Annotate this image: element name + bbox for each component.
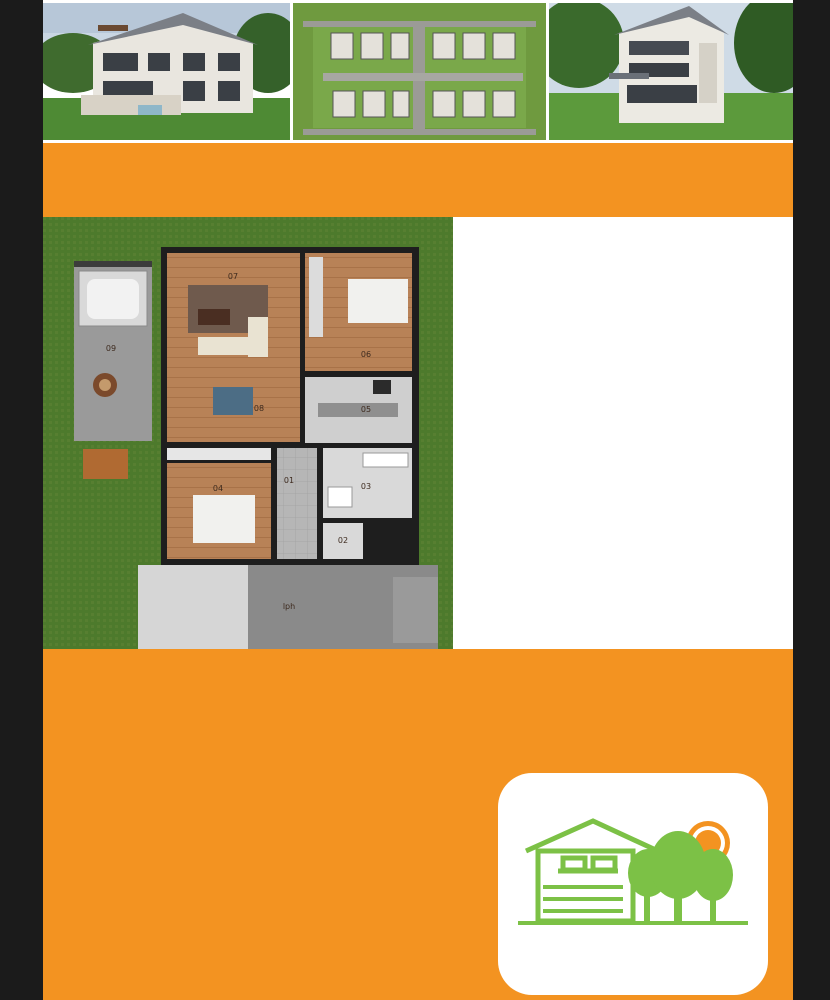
room-number: 08 — [253, 404, 265, 413]
terrace-label — [453, 422, 793, 455]
room-number: 01 — [283, 476, 295, 485]
list-item — [73, 833, 453, 865]
list-item — [73, 928, 453, 960]
room-number: 09 — [105, 344, 117, 353]
sales-area-value — [453, 617, 793, 650]
gross-area-label-en — [453, 357, 793, 390]
headline — [43, 143, 793, 217]
sales-area-label-hu — [453, 552, 793, 585]
brochure-page — [43, 0, 793, 1000]
net-area-value — [453, 292, 793, 325]
terrace-render-photo — [549, 3, 793, 140]
list-item — [73, 959, 453, 991]
site-plan-photo — [293, 3, 546, 140]
terrace-value — [453, 455, 793, 488]
list-item — [73, 864, 453, 896]
net-area-label-hu — [453, 227, 793, 260]
room-number: 03 — [360, 482, 372, 491]
room-list — [73, 738, 453, 991]
gross-area-label-hu — [453, 325, 793, 358]
area-summary-panel — [453, 217, 793, 649]
net-area-label-en — [453, 260, 793, 293]
list-item — [73, 801, 453, 833]
floor-plan — [43, 217, 453, 649]
room-number: 07 — [227, 272, 239, 281]
house-and-trees-icon — [498, 773, 768, 933]
room-number: 06 — [360, 350, 372, 359]
room-number: 05 — [360, 405, 372, 414]
photo-strip — [43, 0, 793, 143]
sales-area-label-en — [453, 585, 793, 618]
room-number: 02 — [337, 536, 349, 545]
list-item — [73, 770, 453, 802]
garden-value — [453, 520, 793, 553]
list-item — [73, 896, 453, 928]
building-render-photo — [43, 3, 290, 140]
stair-label: lph — [282, 602, 296, 611]
park-logo — [498, 773, 768, 995]
room-number: 04 — [212, 484, 224, 493]
gross-area-value — [453, 390, 793, 423]
garden-label — [453, 487, 793, 520]
list-item — [73, 738, 453, 770]
